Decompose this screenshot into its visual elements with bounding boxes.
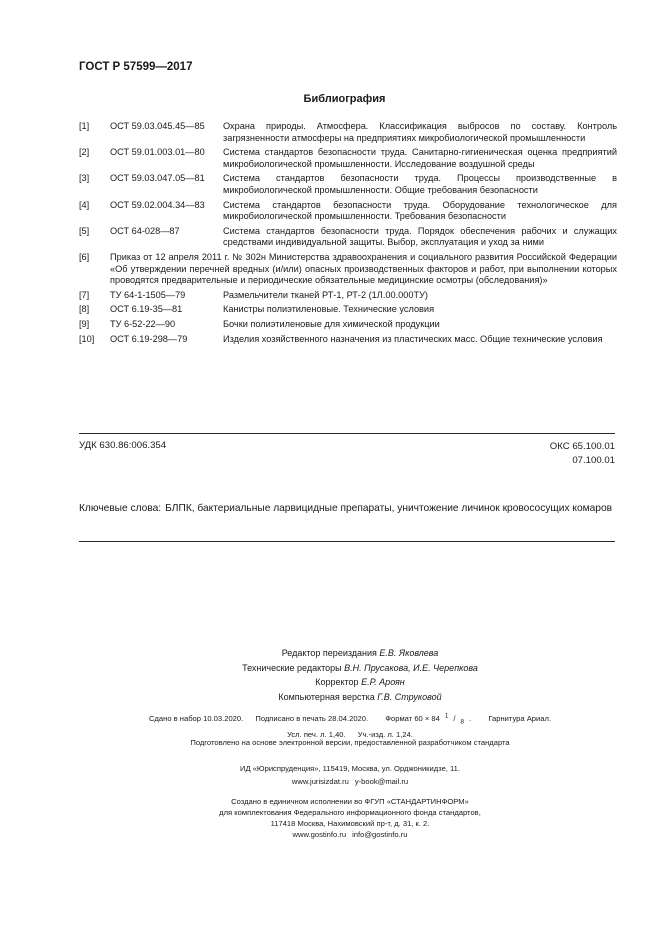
bib-code: ОСТ 59.03.047.05—81 bbox=[110, 173, 205, 184]
typeface: Гарнитура Ариал. bbox=[488, 713, 552, 723]
bib-number: [7] bbox=[79, 289, 90, 300]
bib-code: ОСТ 6.19-35—81 bbox=[110, 304, 183, 315]
bib-number: [8] bbox=[79, 304, 90, 315]
bib-description: Канистры полиэтиленовые. Технические условия bbox=[223, 304, 435, 315]
oks-code-2: 07.100.01 bbox=[572, 455, 615, 466]
edition-sheets: Уч.-изд. л. 1,24. bbox=[357, 730, 413, 740]
divider-top bbox=[79, 433, 615, 434]
prepared-note: Подготовлено на основе электронной версии, предоставленной разработчиком стандарта bbox=[190, 738, 510, 747]
print-info bbox=[90, 709, 610, 741]
keywords-label: Ключевые слова: bbox=[79, 503, 162, 514]
bib-code: ОСТ 59.03.045.45—85 bbox=[110, 121, 205, 131]
bib-description: Бочки полиэтиленовые для химической продукции bbox=[223, 318, 440, 329]
bib-code: ОСТ 59.01.003.01—80 bbox=[110, 147, 205, 158]
bib-number: [10] bbox=[79, 333, 95, 344]
bib-code: ТУ 64-1-1505—79 bbox=[110, 289, 186, 300]
bib-number: [9] bbox=[79, 318, 90, 329]
bib-number: [3] bbox=[79, 173, 90, 184]
bib-entry bbox=[79, 226, 617, 249]
bib-number: [2] bbox=[79, 147, 90, 158]
document-id: ГОСТ Р 57599—2017 bbox=[79, 61, 193, 73]
keywords bbox=[79, 502, 615, 516]
bib-entry bbox=[79, 121, 617, 144]
credit-name: Г.В. Струковой bbox=[377, 691, 442, 702]
production-email-link[interactable]: info@gostinfo.ru bbox=[352, 830, 408, 839]
bib-entry bbox=[79, 304, 617, 316]
credit-tech-editors bbox=[140, 661, 580, 676]
bib-entry bbox=[79, 252, 617, 287]
publisher-info bbox=[90, 762, 610, 788]
udk-code: УДК 630.86:006.354 bbox=[79, 440, 167, 451]
divider-bottom bbox=[79, 541, 615, 542]
bib-description: Изделия хозяйственного назначения из пластических масс. Общие технические условия bbox=[223, 333, 603, 344]
credit-role: Редактор переиздания bbox=[281, 648, 377, 658]
bib-code: ТУ 6-52-22—90 bbox=[110, 318, 176, 329]
production-info bbox=[90, 796, 610, 840]
production-line-1: Создано в единичном исполнении во ФГУП «СТАНДАРТИНФОРМ» bbox=[231, 797, 469, 806]
publisher-address: ИД «Юриспруденция», 115419, Москва, ул. Орджоникидзе, 11. bbox=[239, 764, 461, 773]
keywords-text: БЛПК, бактериальные ларвицидные препараты, уничтожение личинок кровососущих комаров bbox=[165, 503, 613, 514]
oks-codes bbox=[550, 440, 615, 468]
bib-code: ОСТ 6.19-298—79 bbox=[110, 333, 188, 344]
bib-description: Охрана природы. Атмосфера. Классификация выбросов по составу. Контроль загрязненности атмосферы на предприятиях микробиологической промышленности bbox=[223, 121, 617, 143]
credits bbox=[140, 646, 580, 704]
credit-role: Корректор bbox=[315, 677, 359, 687]
format-prefix: Формат 60 × 84 bbox=[385, 713, 440, 723]
print-sheets: Усл. печ. л. 1,40. bbox=[287, 730, 346, 740]
format-separator: / bbox=[453, 713, 456, 723]
bibliography-title: Библиография bbox=[303, 93, 386, 105]
production-line-3: 117418 Москва, Нахимовский пр-т, д. 31, к. 2. bbox=[270, 819, 430, 828]
bib-entry bbox=[79, 200, 617, 223]
credit-name: Е.Р. Ароян bbox=[361, 677, 405, 687]
credit-role: Технические редакторы bbox=[242, 662, 342, 673]
bib-description: Система стандартов безопасности труда. Порядок обеспечения рабочих и служащих средствами индивидуальной защиты. Выбор, эксплуатация и уход за ними bbox=[223, 225, 617, 248]
bib-number: [5] bbox=[79, 225, 90, 236]
bib-code: ОСТ 59.02.004.34—83 bbox=[110, 199, 205, 210]
oks-code-1: ОКС 65.100.01 bbox=[549, 441, 615, 452]
credit-layout bbox=[140, 690, 580, 705]
bib-number: [4] bbox=[79, 199, 90, 210]
bib-entry bbox=[79, 147, 617, 170]
publisher-site-link[interactable]: www.jurisizdat.ru bbox=[291, 777, 349, 786]
signed-date: Подписано в печать 28.04.2020. bbox=[255, 713, 369, 723]
bib-number: [1] bbox=[79, 121, 90, 131]
bib-description: Приказ от 12 апреля 2011 г. № 302н Министерства здравоохранения и социального развития Российской Федерации «Об утверждении перечней вредных (и/или) опасных производственных факторов и работ, при выполнении которых проводятся предварительные и периодические обязательные медицинские осмотры (обследования)» bbox=[110, 251, 617, 286]
publisher-email-link[interactable]: y-book@mail.ru bbox=[354, 777, 409, 786]
bib-description: Система стандартов безопасности труда. Оборудование технологическое для микробиологической промышленности. Требования безопасности bbox=[223, 199, 617, 222]
bibliography-list bbox=[79, 121, 617, 348]
bib-entry bbox=[79, 334, 617, 346]
production-site-link[interactable]: www.gostinfo.ru bbox=[292, 830, 347, 839]
bib-description: Размельчители тканей РТ-1, РТ-2 (1Л.00.000ТУ) bbox=[223, 289, 428, 300]
bib-description: Система стандартов безопасности труда. Процессы производственные в микробиологической промышленности. Общие требования безопасности bbox=[223, 173, 617, 195]
bib-description: Система стандартов безопасности труда. Санитарно-гигиеническая оценка предприятий микробиологической промышленности. Исследование воздушной среды bbox=[223, 147, 617, 169]
credit-name: В.Н. Прусакова, И.Е. Черепкова bbox=[344, 662, 478, 673]
bib-code: ОСТ 64-028—87 bbox=[110, 225, 180, 236]
bib-entry bbox=[79, 319, 617, 331]
format-denominator: 8 bbox=[460, 718, 465, 726]
format-numerator: 1 bbox=[444, 712, 449, 719]
credit-name: Е.В. Яковлева bbox=[379, 648, 439, 658]
credit-role: Компьютерная верстка bbox=[278, 691, 375, 702]
credit-corrector bbox=[140, 675, 580, 690]
typeset-date: Сдано в набор 10.03.2020. bbox=[148, 713, 244, 723]
bib-number: [6] bbox=[79, 251, 90, 262]
bib-entry bbox=[79, 290, 617, 302]
paper-format bbox=[380, 712, 476, 726]
bib-entry bbox=[79, 173, 617, 196]
format-suffix: . bbox=[469, 713, 472, 723]
production-line-2: для комплектования Федерального информационного фонда стандартов, bbox=[219, 808, 481, 817]
credit-editor bbox=[140, 646, 580, 661]
